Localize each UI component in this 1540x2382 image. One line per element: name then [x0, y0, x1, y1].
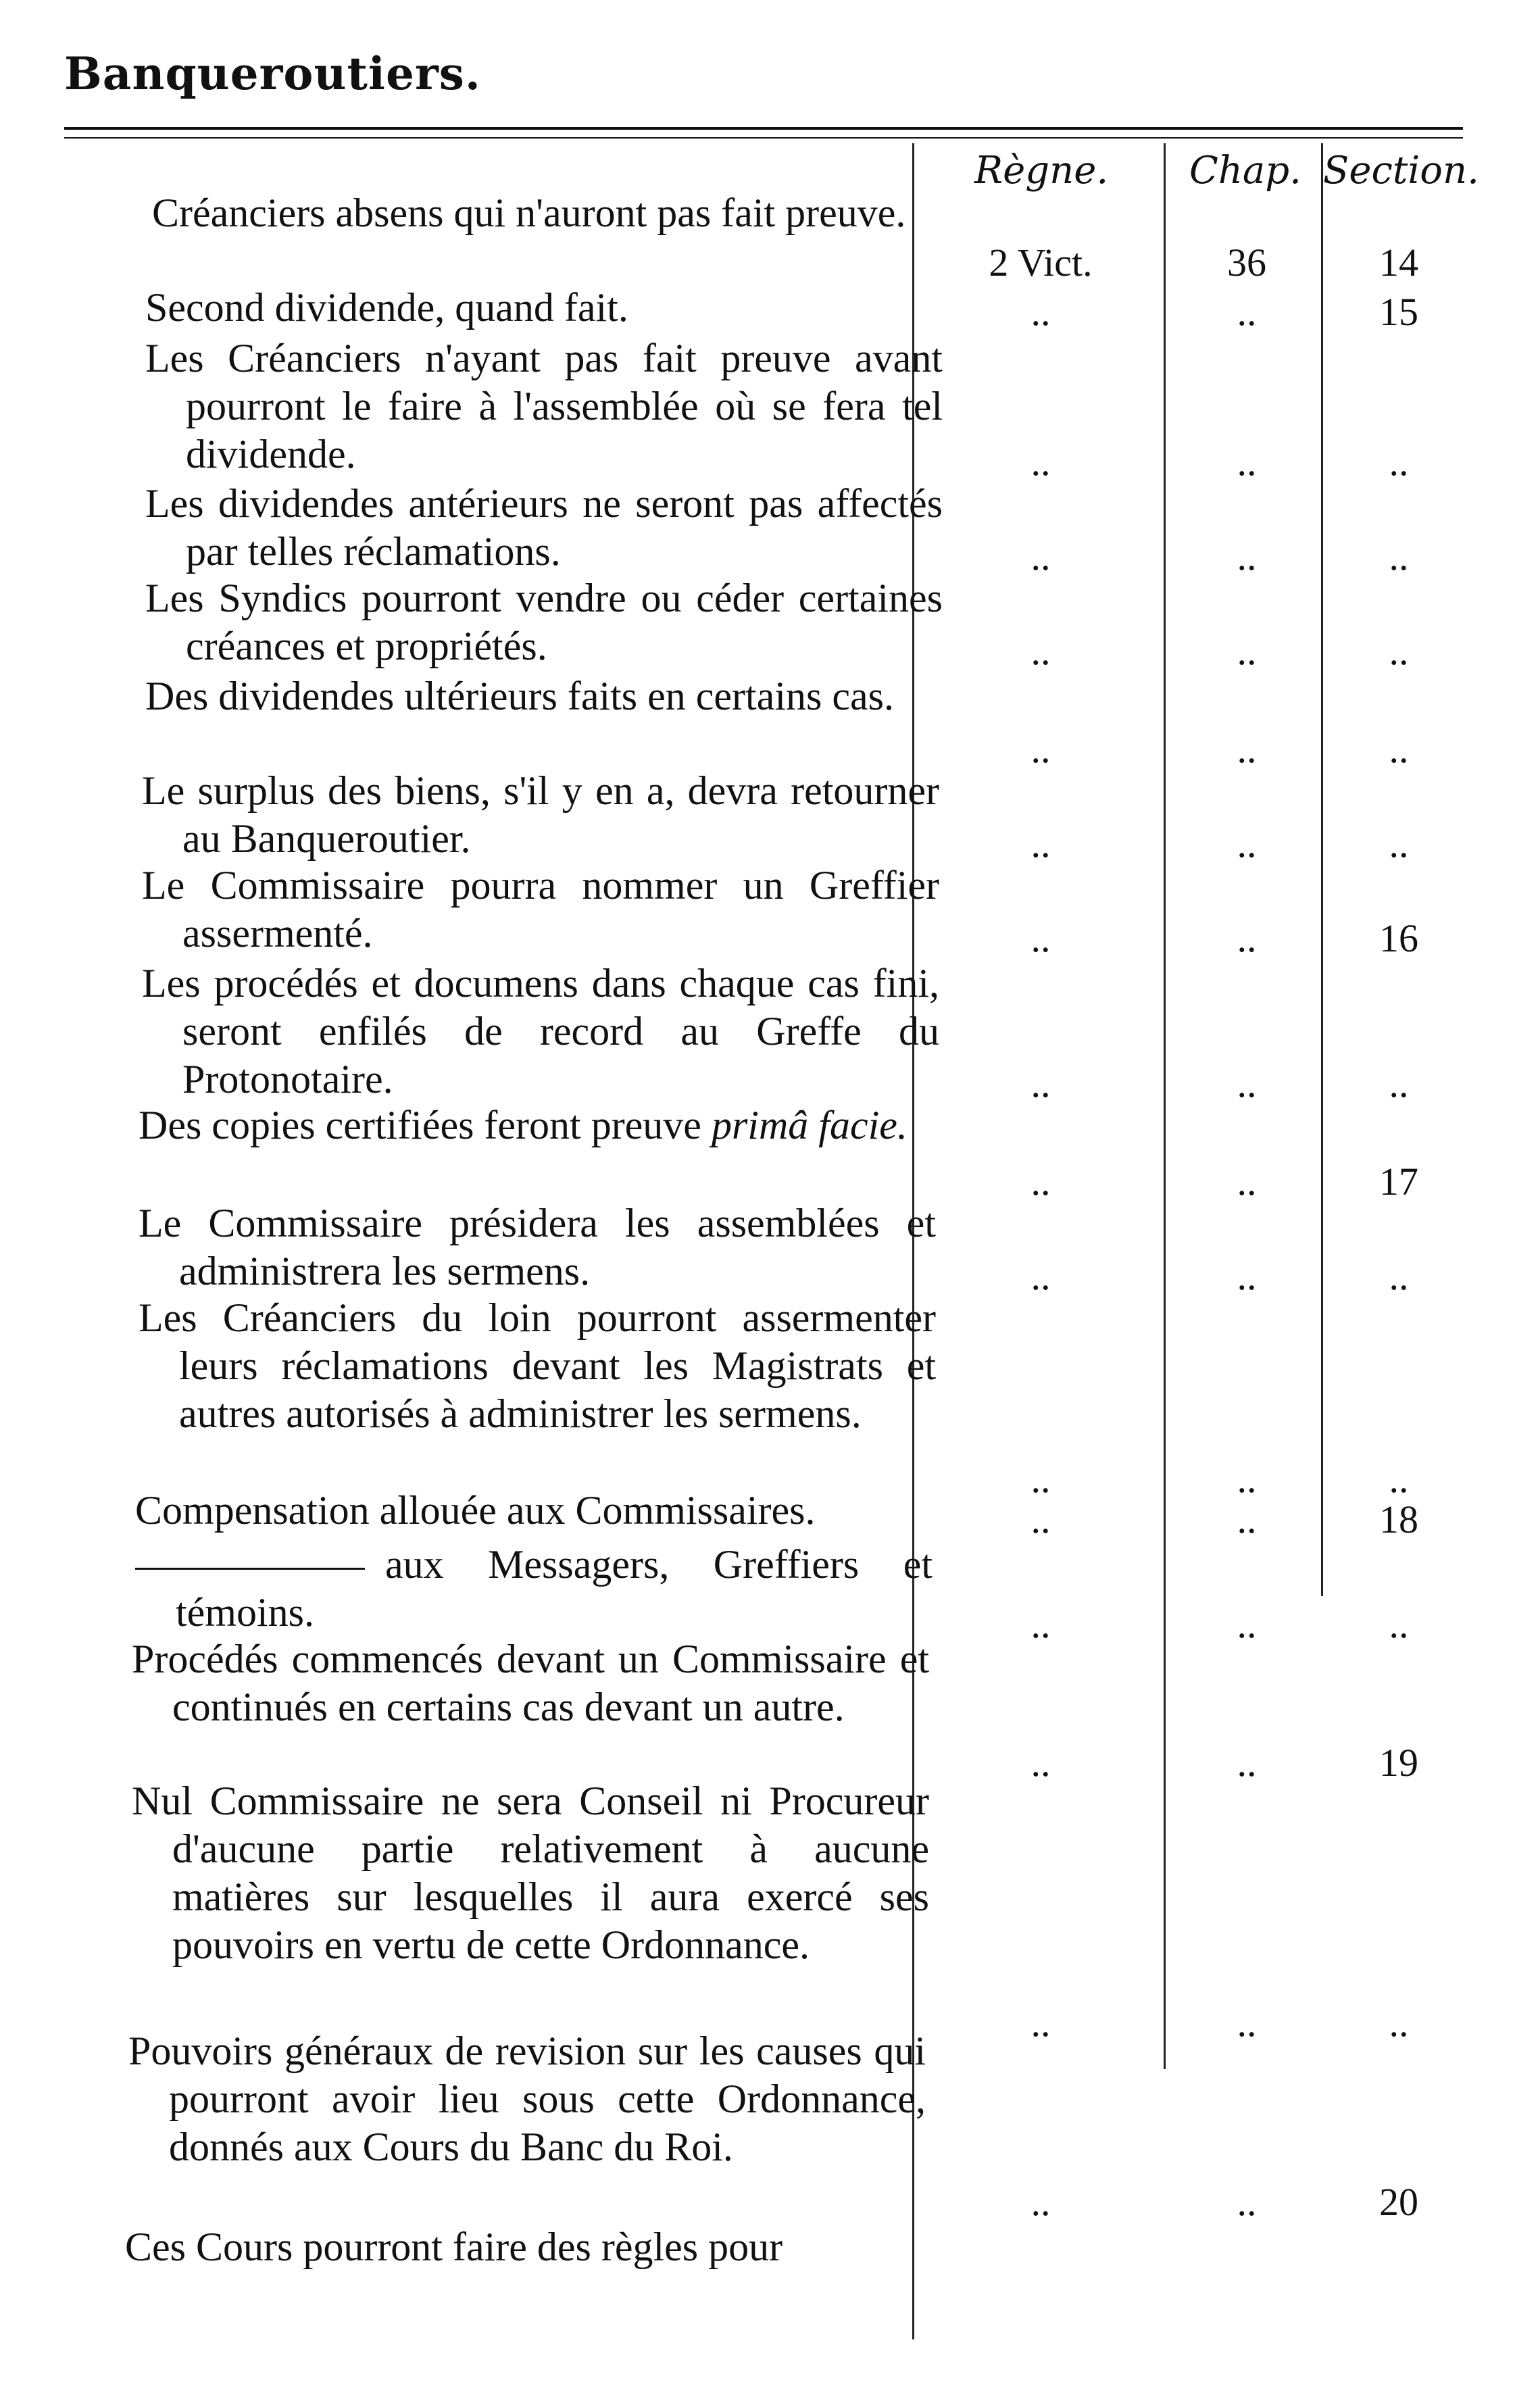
entry-regne: ..: [1030, 1602, 1051, 1646]
index-entry: [128, 2027, 926, 2171]
column-divider-chap: [1164, 143, 1166, 2069]
entry-text: aux Messagers, Greffiers et témoins.: [176, 1542, 933, 1635]
entry-regne: ..: [1030, 1741, 1051, 1785]
entry-chap: ..: [1237, 822, 1257, 866]
column-divider-section: [1321, 143, 1323, 1596]
header-rule-thick: [64, 127, 1463, 130]
index-entry: [139, 1101, 936, 1149]
index-entry: [135, 1541, 933, 1637]
column-header-chap: Chap.: [1189, 149, 1301, 193]
entry-section: 18: [1379, 1497, 1418, 1541]
entry-section: ..: [1389, 440, 1409, 484]
entry-chap: ..: [1237, 1457, 1257, 1501]
entry-text: [139, 1101, 936, 1149]
entry-section: ..: [1389, 1254, 1409, 1298]
entry-text: Pouvoirs généraux de revision sur les causes qui pourront avoir lieu sous cette Ordonnance, donnés aux Cours du Banc du Roi.: [128, 2029, 926, 2169]
entry-section: ..: [1389, 1457, 1409, 1501]
entry-text: Des dividendes ultérieurs faits en certains cas.: [145, 674, 894, 718]
entry-section: ..: [1389, 2001, 1409, 2045]
entry-chap: 36: [1227, 241, 1266, 284]
index-entry: [139, 1199, 936, 1295]
entry-chap: ..: [1237, 1741, 1257, 1785]
entry-text: Les dividendes antérieurs ne seront pas affectés par telles réclamations.: [145, 481, 943, 574]
entry-text: Le Commissaire présidera les assemblées et administrera les sermens.: [139, 1201, 936, 1293]
index-entry: [142, 767, 939, 863]
entry-regne: ..: [1030, 2180, 1051, 2224]
entry-regne: ..: [1030, 1457, 1051, 1501]
entry-regne: 2 Vict.: [989, 241, 1093, 284]
entry-text-roman: Des copies certifiées feront preuve: [139, 1103, 712, 1147]
entry-section: ..: [1389, 1602, 1409, 1646]
column-header-regne: Règne.: [974, 149, 1109, 193]
index-entry: [142, 862, 939, 958]
entry-text: Procédés commencés devant un Commissaire et continués en certains cas devant un autre.: [132, 1637, 929, 1729]
entry-regne: ..: [1030, 440, 1051, 484]
index-entry: [132, 1635, 929, 1731]
index-entry: [145, 672, 943, 720]
entry-chap: ..: [1237, 290, 1257, 334]
index-entry: [145, 284, 943, 332]
entry-regne: ..: [1030, 822, 1051, 866]
index-entry: [152, 189, 949, 237]
entry-text: Le surplus des biens, s'il y en a, devra retourner au Banqueroutier.: [142, 768, 939, 861]
entry-regne: ..: [1030, 916, 1051, 960]
index-entry: [139, 1294, 936, 1438]
entry-section: 19: [1379, 1741, 1418, 1785]
column-header-section: Section.: [1323, 149, 1479, 193]
index-entry: [145, 334, 943, 478]
entry-regne: ..: [1030, 727, 1051, 771]
entry-regne: ..: [1030, 1160, 1051, 1204]
entry-text: Les Créanciers n'ayant pas fait preuve avant pourront le faire à l'assemblée où se fera tel dividende.: [145, 336, 943, 476]
entry-chap: ..: [1237, 1497, 1257, 1541]
index-entry: [145, 480, 943, 576]
ditto-dash: [135, 1568, 365, 1570]
entry-text: Ces Cours pourront faire des règles pour: [125, 2225, 783, 2269]
entry-text: Nul Commissaire ne sera Conseil ni Procureur d'aucune partie relativement à aucune matières sur lesquelles il aura exercé ses pouvoirs en vertu de cette Ordonnance.: [132, 1779, 929, 1967]
entry-text-italic: primâ facie.: [711, 1103, 908, 1147]
entry-text: Les Créanciers du loin pourront assermenter leurs réclamations devant les Magistrats et autres autorisés à administrer les sermens.: [139, 1295, 936, 1436]
entry-regne: ..: [1030, 1497, 1051, 1541]
entry-regne: ..: [1030, 2001, 1051, 2045]
entry-chap: ..: [1237, 916, 1257, 960]
entry-text: Créanciers absens qui n'auront pas fait preuve.: [152, 191, 906, 235]
entry-chap: ..: [1237, 2180, 1257, 2224]
entry-regne: ..: [1030, 629, 1051, 673]
header-rule-thin: [64, 137, 1463, 139]
entry-section: 14: [1379, 241, 1418, 284]
entry-chap: ..: [1237, 629, 1257, 673]
entry-section: 20: [1379, 2180, 1418, 2224]
entry-section: 15: [1379, 290, 1418, 334]
entry-text: Les Syndics pourront vendre ou céder certaines créances et propriétés.: [145, 576, 943, 668]
entry-chap: ..: [1237, 1602, 1257, 1646]
entry-section: ..: [1389, 822, 1409, 866]
entry-chap: ..: [1237, 1062, 1257, 1106]
entry-section: ..: [1389, 727, 1409, 771]
entry-chap: ..: [1237, 440, 1257, 484]
entry-section: ..: [1389, 629, 1409, 673]
entry-text: Second dividende, quand fait.: [145, 285, 628, 330]
index-entry: [125, 2223, 922, 2271]
entry-section: 16: [1379, 916, 1418, 960]
entry-text: Les procédés et documens dans chaque cas fini, seront enfilés de record au Greffe du Protonotaire.: [142, 961, 939, 1101]
entry-regne: ..: [1030, 1254, 1051, 1298]
entry-regne: ..: [1030, 535, 1051, 578]
index-entry: [135, 1487, 933, 1535]
entry-regne: ..: [1030, 290, 1051, 334]
entry-section: 17: [1379, 1160, 1418, 1204]
entry-chap: ..: [1237, 1254, 1257, 1298]
page-title: Banqueroutiers.: [64, 47, 481, 100]
entry-chap: ..: [1237, 1160, 1257, 1204]
entry-section: ..: [1389, 1062, 1409, 1106]
index-entry: [142, 960, 939, 1103]
entry-section: ..: [1389, 535, 1409, 578]
index-entry: [145, 574, 943, 670]
entry-text: Compensation allouée aux Commissaires.: [135, 1488, 816, 1533]
entry-chap: ..: [1237, 727, 1257, 771]
index-entry: [132, 1777, 929, 1969]
entry-regne: ..: [1030, 1062, 1051, 1106]
entry-text: Le Commissaire pourra nommer un Greffier assermenté.: [142, 863, 939, 956]
entry-chap: ..: [1237, 2001, 1257, 2045]
entry-chap: ..: [1237, 535, 1257, 578]
